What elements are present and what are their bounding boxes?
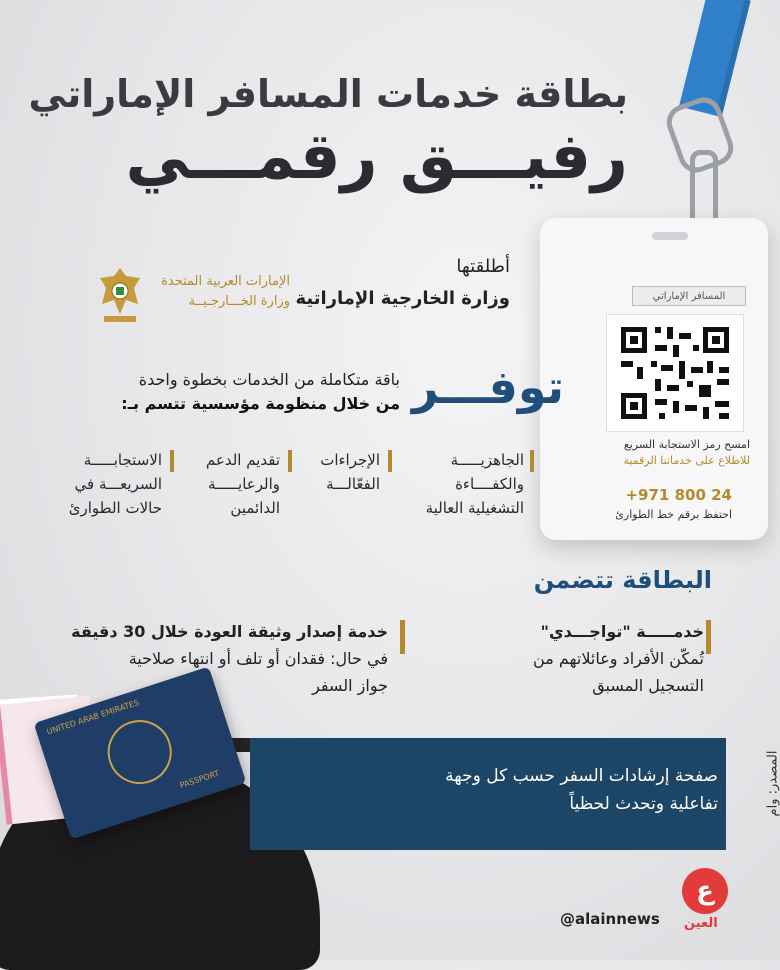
include-item-2-line1: في حال: فقدان أو تلف أو انتهاء صلاحية [128, 649, 388, 668]
alain-logo-name: العين [684, 916, 718, 931]
social-handle: @alainnews [560, 910, 660, 928]
banner-line2: تفاعلية وتحدث لحظياً [569, 794, 718, 814]
falcon-emblem-icon [94, 264, 146, 326]
emblem-caption-2: وزارة الخـــارجـيــة [188, 294, 290, 309]
feature-line: حالات الطوارئ [68, 499, 162, 517]
includes-heading: البطاقة تتضمن [533, 566, 712, 594]
lanyard-strap [679, 0, 751, 117]
badge-scan-text: امسح رمز الاستجابة السريع [623, 438, 750, 451]
title-line1: بطاقة خدمات المسافر الإماراتي [28, 72, 628, 116]
passport-country: UNITED ARAB EMIRATES [45, 698, 141, 737]
badge-scan-text-2: للاطلاع على خدماتنا الرقمية [623, 454, 750, 467]
feature-item [396, 448, 524, 520]
feature-line: الفعّالـــة [326, 475, 380, 493]
provides-heading: توفـــر [412, 360, 565, 414]
feature-bar [288, 450, 292, 472]
feature-line: والرعايـــــة [208, 475, 280, 493]
feature-bar [388, 450, 392, 472]
include-item-1-title: خدمـــــة "تواجـــدي" [540, 622, 704, 641]
traveler-badge-card [540, 218, 768, 540]
alain-logo-icon: ع [682, 868, 728, 914]
feature-line: الإجراءات [320, 451, 380, 469]
include-item-1-line2: التسجيل المسبق [592, 676, 704, 695]
feature-line: والكفــــاءة [455, 475, 524, 493]
includes-bar-2 [400, 620, 405, 654]
provides-line1: باقة متكاملة من الخدمات بخطوة واحدة [138, 370, 400, 389]
include-item-2 [68, 618, 388, 699]
include-item-2-title: خدمة إصدار وثيقة العودة خلال 30 دقيقة [71, 622, 388, 641]
title-line2: رفيـــق رقمـــي [125, 120, 628, 194]
feature-line: الاستجابـــــة [83, 451, 162, 469]
badge-hotline-text: احتفظ برقم خط الطوارئ [615, 508, 732, 521]
feature-item [34, 448, 162, 520]
include-item-1 [404, 618, 704, 699]
feature-line: التشغيلية العالية [425, 499, 524, 517]
include-item-1-line1: تُمكّن الأفراد وعائلاتهم من [533, 649, 704, 668]
include-item-2-line2: جواز السفر [312, 676, 388, 695]
ministry-name: وزارة الخارجية الإماراتية [295, 288, 510, 309]
launched-by-label: أطلقتها [456, 256, 510, 277]
feature-line: السريعـــة في [74, 475, 162, 493]
feature-bar [530, 450, 534, 472]
badge-slot [652, 232, 688, 240]
banner-text [318, 762, 718, 818]
feature-bar [170, 450, 174, 472]
source-credit: المصدر: وام [765, 750, 780, 817]
feature-line: الدائمين [230, 499, 280, 517]
passport-word: PASSPORT [178, 768, 221, 790]
passport-emblem-icon [99, 712, 180, 793]
emblem-caption-1: الإمارات العربية المتحدة [161, 274, 290, 289]
feature-line: الجاهزيـــــة [450, 451, 524, 469]
feature-line: تقديم الدعم [205, 451, 280, 469]
provides-line2: من خلال منظومة مؤسسية تتسم بـ: [121, 394, 400, 413]
qr-code-icon [606, 314, 744, 432]
banner-line1: صفحة إرشادات السفر حسب كل وجهة [445, 766, 718, 786]
emergency-phone: +971 800 24 [625, 486, 732, 504]
badge-tag: المسافر الإماراتي [632, 286, 746, 306]
includes-bar-1 [706, 620, 711, 654]
